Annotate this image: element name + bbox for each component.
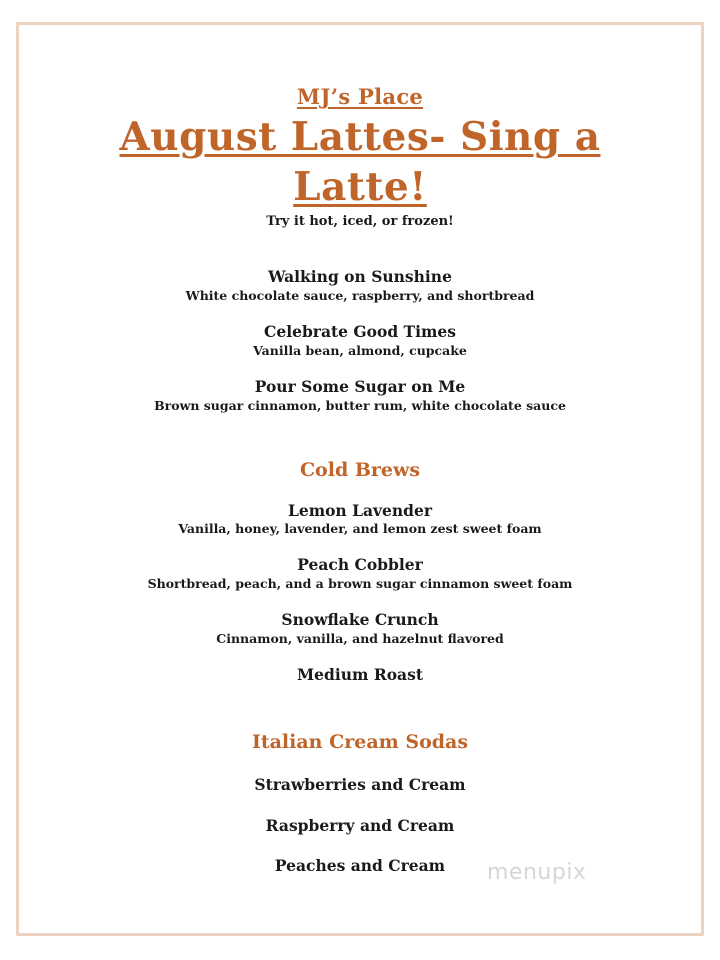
latte-item-name: Walking on Sunshine [268, 267, 452, 286]
cold-brew-item-name: Lemon Lavender [287, 501, 433, 520]
latte-item-name: Pour Some Sugar on Me [254, 377, 466, 396]
cold-brew-item-name: Snowflake Crunch [281, 610, 439, 629]
cream-soda-item-name: Strawberries and Cream [254, 775, 466, 794]
latte-item-description: White chocolate sauce, raspberry, and shortbread [185, 288, 535, 303]
cream-soda-item-name: Peaches and Cream [274, 856, 446, 875]
section-heading-italian-cream-sodas: Italian Cream Sodas [251, 731, 469, 753]
latte-item-description: Vanilla bean, almond, cupcake [253, 343, 467, 358]
tagline: Try it hot, iced, or frozen! [266, 214, 454, 229]
menu-title-line-1: August Lattes- Sing a [119, 114, 601, 160]
menu-title [0, 112, 720, 212]
cold-brew-item-name: Medium Roast [297, 665, 423, 684]
latte-item-description: Brown sugar cinnamon, butter rum, white chocolate sauce [154, 398, 566, 413]
cold-brew-item-description: Vanilla, honey, lavender, and lemon zest sweet foam [178, 521, 542, 536]
section-heading-cold-brews: Cold Brews [299, 459, 421, 481]
cold-brew-item-description: Shortbread, peach, and a brown sugar cinnamon sweet foam [147, 576, 573, 591]
cream-soda-item-name: Raspberry and Cream [265, 816, 455, 835]
restaurant-name: MJ’s Place [296, 84, 424, 109]
cold-brew-item-description: Cinnamon, vanilla, and hazelnut flavored [216, 631, 504, 646]
menu-title-line-2: Latte! [293, 164, 427, 210]
latte-item-name: Celebrate Good Times [264, 322, 456, 341]
cold-brew-item-name: Peach Cobbler [297, 555, 423, 574]
menupix-watermark: menupix [487, 860, 587, 885]
